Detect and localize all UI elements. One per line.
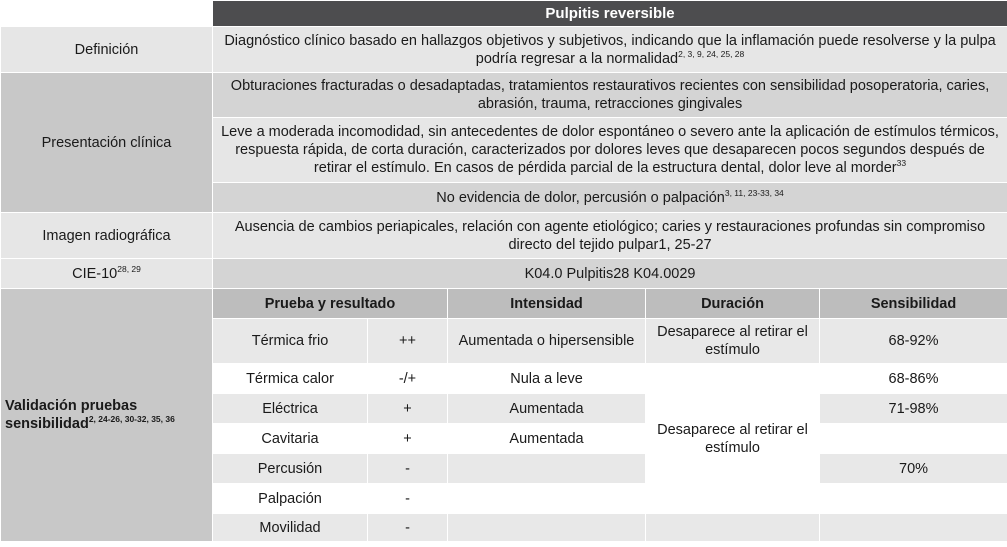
resultado-cell: ++ — [368, 319, 448, 364]
prueba-cell: Palpación — [213, 484, 368, 514]
resultado-cell: - — [368, 454, 448, 484]
resultado-cell: + — [368, 424, 448, 454]
presentacion-row-1 — [1, 73, 1007, 118]
duracion-empty-cell — [646, 484, 820, 514]
presentacion-text-1: Obturaciones fracturadas o desadaptadas, tratamientos restaurativos recientes con sensibilidad posoperatoria, caries, abrasión, trauma, retracciones gingivales — [213, 73, 1007, 118]
presentacion-refs-3: 3, 11, 23-33, 34 — [724, 187, 784, 198]
resultado-cell: -/+ — [368, 364, 448, 394]
prueba-cell: Eléctrica — [213, 394, 368, 424]
duracion-cell: Desaparece al retirar el estímulo — [646, 319, 820, 364]
validacion-label-cell — [1, 289, 213, 542]
validacion-label: Validación pruebas sensibilidad — [5, 398, 138, 432]
sensibilidad-cell: 70% — [820, 454, 1007, 484]
prueba-cell: Térmica frio — [213, 319, 368, 364]
resultado-cell: - — [368, 484, 448, 514]
intensidad-cell: Nula a leve — [448, 364, 646, 394]
title-row — [1, 1, 1007, 27]
header-duracion: Duración — [646, 289, 820, 319]
sensibilidad-cell: 71-98% — [820, 394, 1007, 424]
sensibilidad-cell — [820, 424, 1007, 454]
intensidad-cell — [448, 484, 646, 514]
intensidad-cell — [448, 514, 646, 542]
imagen-row — [1, 213, 1007, 259]
resultado-cell: + — [368, 394, 448, 424]
duracion-empty-cell — [646, 364, 820, 394]
header-intensidad: Intensidad — [448, 289, 646, 319]
presentacion-text-2-cell — [213, 118, 1007, 183]
definicion-text-cell — [213, 27, 1007, 73]
sensibilidad-cell — [820, 514, 1007, 542]
title-blank-cell — [1, 1, 213, 27]
intensidad-cell: Aumentada o hipersensible — [448, 319, 646, 364]
cie-label: CIE-10 — [72, 265, 118, 282]
imagen-text: Ausencia de cambios periapicales, relación con agente etiológico; caries y restauraciones profundas sin compromiso directo del tejido pulpar1, 25-27 — [213, 213, 1007, 259]
sensibilidad-cell — [820, 484, 1007, 514]
header-prueba: Prueba y resultado — [213, 289, 448, 319]
presentacion-text-3: No evidencia de dolor, percusión o palpación — [436, 189, 725, 206]
intensidad-cell: Aumentada — [448, 394, 646, 424]
sensibilidad-cell: 68-86% — [820, 364, 1007, 394]
presentacion-text-3-cell — [213, 183, 1007, 213]
cie-refs: 28, 29 — [117, 263, 141, 274]
definicion-refs: 2, 3, 9, 24, 25, 28 — [678, 48, 745, 59]
duracion-empty-cell — [646, 514, 820, 542]
duracion-merged-cell: Desaparece al retirar el estímulo — [646, 394, 820, 484]
validacion-refs: 2, 24-26, 30-32, 35, 36 — [88, 414, 175, 425]
prueba-cell: Cavitaria — [213, 424, 368, 454]
definicion-label: Definición — [1, 27, 213, 73]
cie-row — [1, 259, 1007, 289]
cie-text: K04.0 Pulpitis28 K04.0029 — [213, 259, 1007, 289]
intensidad-cell — [448, 454, 646, 484]
presentacion-refs-2: 33 — [896, 158, 907, 169]
presentacion-text-2: Leve a moderada incomodidad, sin antecedentes de dolor espontáneo o severo ante la aplicación de estímulos térmicos, respuesta rápida, de corta duración, caracterizados por dolores leves que desaparecen pocos segundos después de retirar el estímulo. En casos de pérdida parcial de la estructura dental, dolor leve al morder — [221, 124, 999, 176]
table-title: Pulpitis reversible — [213, 1, 1007, 27]
header-sensibilidad: Sensibilidad — [820, 289, 1007, 319]
prueba-cell: Percusión — [213, 454, 368, 484]
sensibilidad-cell: 68-92% — [820, 319, 1007, 364]
validacion-header-row — [1, 289, 1007, 319]
imagen-label: Imagen radiográfica — [1, 213, 213, 259]
presentacion-label: Presentación clínica — [1, 73, 213, 213]
cie-label-cell — [1, 259, 213, 289]
resultado-cell: - — [368, 514, 448, 542]
definicion-text: Diagnóstico clínico basado en hallazgos objetivos y subjetivos, indicando que la inflamación puede resolverse y la pulpa podría regresar a la normalidad — [224, 32, 996, 67]
prueba-cell: Movilidad — [213, 514, 368, 542]
prueba-cell: Térmica calor — [213, 364, 368, 394]
definicion-row — [1, 27, 1007, 73]
intensidad-cell: Aumentada — [448, 424, 646, 454]
